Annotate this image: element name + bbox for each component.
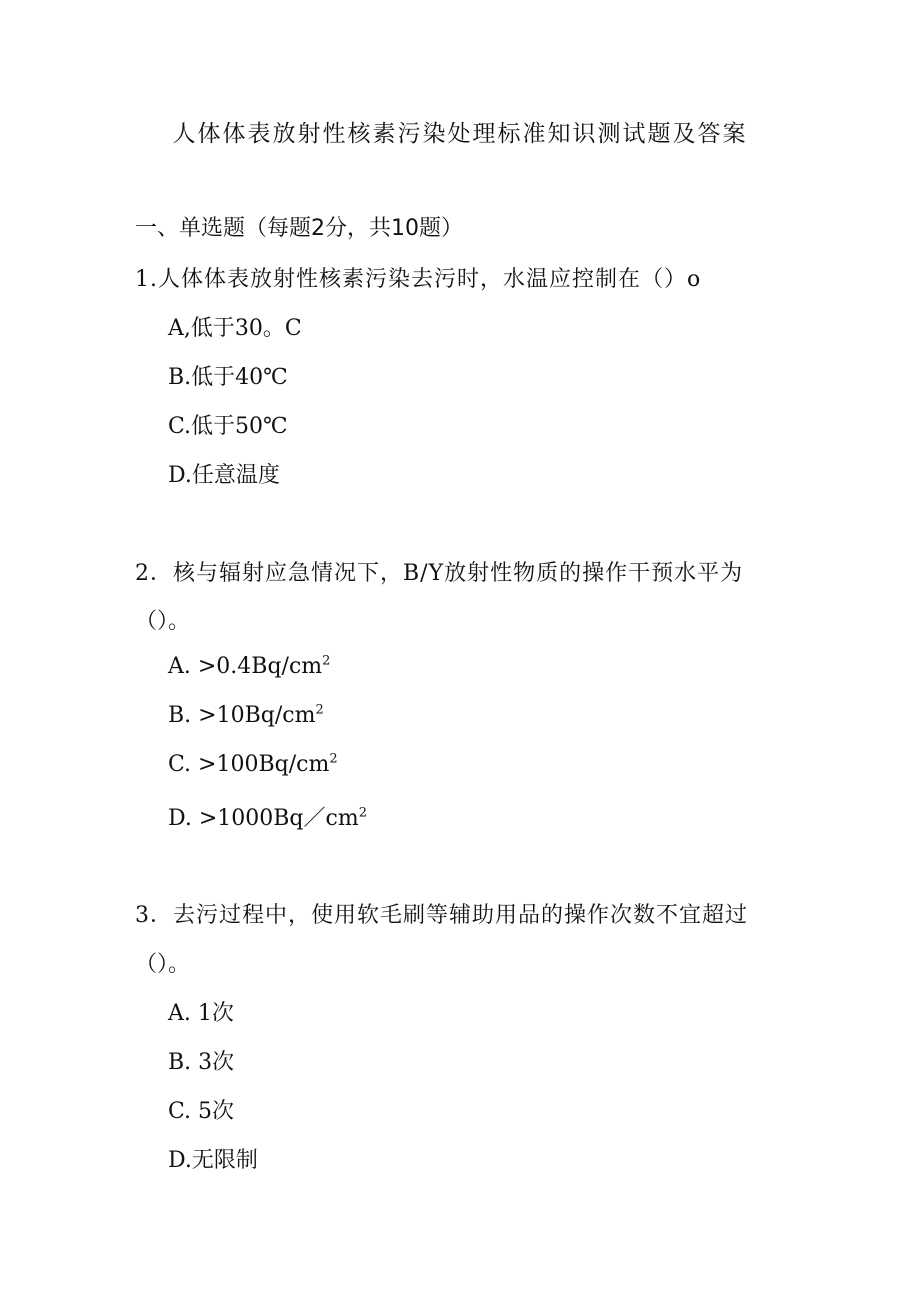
- option-a: A,低于30。C: [168, 316, 302, 341]
- document-title: 人体体表放射性核素污染处理标准知识测试题及答案: [172, 121, 748, 147]
- superscript: 2: [358, 805, 367, 821]
- superscript: 2: [315, 702, 324, 718]
- question-stem: 3．去污过程中，使用软毛刷等辅助用品的操作次数不宜超过: [135, 903, 748, 928]
- superscript: 2: [322, 653, 331, 669]
- option-text: C. >100Bq/cm: [168, 752, 330, 777]
- question-stem-continuation: （）。: [135, 609, 191, 634]
- superscript: 2: [329, 751, 338, 767]
- option-b: B. 3次: [168, 1050, 235, 1075]
- option-text: B. >10Bq/cm: [168, 703, 316, 728]
- option-text: A. >0.4Bq/cm: [168, 654, 323, 679]
- question-stem: 1.人体体表放射性核素污染去污时，水温应控制在（）o: [135, 267, 702, 292]
- option-a: A. 1次: [168, 1001, 234, 1026]
- question-stem: 2．核与辐射应急情况下，B/Y放射性物质的操作干预水平为: [135, 561, 744, 586]
- option-d: [168, 801, 367, 832]
- option-b: B.低于40℃: [168, 365, 288, 390]
- option-c: C.低于50℃: [168, 414, 288, 439]
- question-stem-continuation: （）。: [135, 952, 191, 977]
- option-d: D.任意温度: [168, 463, 280, 488]
- option-d: D.无限制: [168, 1148, 258, 1173]
- option-a: [168, 654, 330, 679]
- section-heading: 一、单选题（每题2分，共10题）: [135, 216, 463, 241]
- option-c: [168, 752, 338, 777]
- option-c: C. 5次: [168, 1099, 235, 1124]
- option-b: [168, 703, 324, 728]
- option-text: D. >1000Bq／cm: [168, 806, 359, 831]
